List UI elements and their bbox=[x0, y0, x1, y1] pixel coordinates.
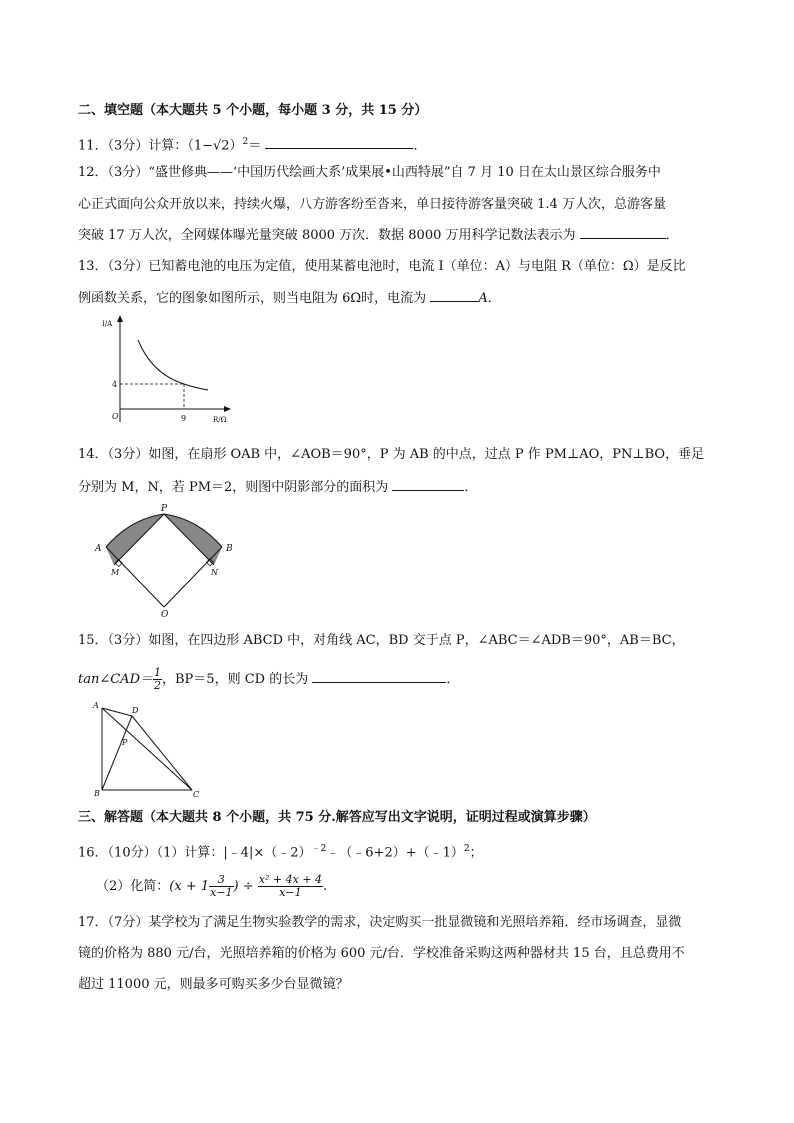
q16-f1-den: x−1 bbox=[210, 886, 233, 899]
q15-frac-num: 1 bbox=[154, 666, 161, 679]
question-15-line2 bbox=[78, 667, 459, 692]
diagonal-BD bbox=[102, 716, 132, 790]
q11-answer-blank[interactable] bbox=[265, 136, 413, 149]
question-17-line1: 17．（7分）某学校为了满足生物实验教学的需求，决定购买一批显微镜和光照培养箱．经市场调查，显微 bbox=[78, 915, 682, 930]
q11-equals: ＝ bbox=[248, 138, 262, 154]
q15-text: ，BP＝5，则 CD 的长为 bbox=[162, 672, 309, 687]
q13-text: 例函数关系，它的图象如图所示，则当电阻为 6Ω时，电流为 bbox=[78, 291, 427, 306]
question-14-line2 bbox=[78, 478, 477, 497]
section-heading-answer: 三、解答题（本大题共 8 个小题，共 75 分.解答应写出文字说明，证明过程或演算步骤） bbox=[78, 810, 596, 825]
q15-frac-den: 2 bbox=[154, 679, 161, 692]
q16-f2-num: x² + 4x + 4 bbox=[258, 873, 323, 886]
origin-label: O bbox=[112, 412, 119, 421]
q14-answer-blank[interactable] bbox=[392, 478, 464, 491]
q16-expr-close: ) ÷ bbox=[233, 879, 254, 894]
q11-text: 11．（3分）计算：（1−√2） bbox=[78, 138, 243, 154]
diagonal-AC bbox=[102, 708, 192, 790]
label-B: B bbox=[226, 544, 233, 554]
inverse-curve bbox=[138, 340, 208, 390]
q16-f1-num: 3 bbox=[209, 874, 233, 887]
question-15-line1: 15．（3分）如图，在四边形 ABCD 中，对角线 AC，BD 交于点 P，∠ABC＝∠ADB＝90°，AB＝BC， bbox=[78, 633, 685, 648]
q12-text: 突破 17 万人次，全网媒体曝光量突破 8000 万次．数据 8000 万用科学记数法表示为 bbox=[78, 228, 576, 243]
label-A: A bbox=[93, 701, 99, 710]
label-P: P bbox=[122, 738, 128, 747]
radius-OA bbox=[106, 547, 164, 607]
label-D: D bbox=[132, 706, 139, 715]
x-axis-arrow bbox=[224, 406, 231, 412]
q16-expr-open: (x + 1 bbox=[169, 879, 210, 894]
y-axis-arrow bbox=[117, 315, 123, 322]
q16-fraction-1 bbox=[209, 874, 233, 899]
question-12-line2: 心正式面向公众开放以来，持续火爆，八方游客纷至沓来，单日接待游客量突破 1.4 万人次，总游客量 bbox=[78, 197, 666, 212]
question-17-line2: 镜的价格为 880 元/台，光照培养箱的价格为 600 元/台．学校准备采购这两种器材共 15 台，且总费用不 bbox=[78, 946, 685, 961]
q15-tan: tan∠CAD＝ bbox=[78, 672, 153, 687]
y-tick-label: 4 bbox=[112, 380, 118, 389]
label-M: M bbox=[111, 568, 120, 577]
q13-end: ． bbox=[487, 291, 501, 306]
q14-text: 分别为 M，N，若 PM＝2，则图中阴影部分的面积为 bbox=[78, 480, 389, 495]
question-12-line1: 12．（3分）“盛世修典——‘中国历代绘画大系’成果展•山西特展”自 7 月 10 日在太山景区综合服务中 bbox=[78, 165, 661, 180]
x-tick-label: 9 bbox=[181, 414, 187, 423]
q12-end: ． bbox=[665, 228, 679, 243]
q13-graph bbox=[100, 312, 240, 432]
label-P: P bbox=[161, 504, 168, 514]
question-16-part1 bbox=[78, 840, 483, 862]
q13-answer-blank[interactable] bbox=[430, 289, 478, 302]
q11-end: ． bbox=[413, 138, 427, 154]
label-A: A bbox=[95, 544, 102, 554]
q16-part2-label: （2）化简： bbox=[96, 879, 170, 894]
label-B: B bbox=[94, 789, 100, 798]
y-axis-label: I/A bbox=[102, 320, 113, 328]
q14-end: ． bbox=[464, 480, 478, 495]
q15-quadrilateral-figure bbox=[92, 700, 202, 800]
shaded-left bbox=[106, 514, 164, 565]
shaded-right bbox=[164, 514, 222, 565]
side-DC bbox=[132, 716, 192, 790]
x-axis-label: R/Ω bbox=[213, 416, 227, 424]
label-O: O bbox=[161, 610, 169, 620]
question-16-part2 bbox=[96, 874, 327, 899]
q14-sector-figure bbox=[92, 504, 242, 620]
section-heading-fill-blank: 二、填空题（本大题共 5 个小题，每小题 3 分，共 15 分） bbox=[78, 103, 428, 118]
label-C: C bbox=[193, 790, 200, 799]
question-13-line2 bbox=[78, 289, 501, 308]
q12-answer-blank[interactable] bbox=[580, 226, 666, 239]
question-13-line1: 13．（3分）已知蓄电池的电压为定值，使用某蓄电池时，电流 I（单位：A）与电阻 R（单位：Ω）是反比 bbox=[78, 259, 686, 274]
q16-exp1: ﹣2 bbox=[311, 844, 327, 854]
radius-OB bbox=[164, 547, 222, 607]
q16-fraction-2 bbox=[258, 874, 323, 899]
question-11 bbox=[78, 133, 426, 155]
q15-fraction bbox=[153, 667, 162, 692]
q11-exponent: 2 bbox=[242, 137, 249, 147]
question-14-line1: 14．（3分）如图，在扇形 OAB 中，∠AOB＝90°，P 为 AB 的中点，过点 P 作 PM⊥AO，PN⊥BO，垂足 bbox=[78, 447, 705, 462]
question-17-line3: 超过 11000 元，则最多可购买多少台显微镜？ bbox=[78, 977, 349, 992]
label-N: N bbox=[211, 568, 218, 577]
q15-answer-blank[interactable] bbox=[312, 670, 446, 683]
question-12-line3 bbox=[78, 226, 679, 245]
q16-part1-end: ； bbox=[469, 845, 483, 861]
q16-part1-text: 16．（10分）（1）计算：|﹣4|×（﹣2） bbox=[78, 845, 312, 861]
q13-unit: A bbox=[478, 291, 488, 306]
q15-end: ． bbox=[446, 672, 460, 687]
q16-part2-end: . bbox=[323, 879, 328, 894]
q16-f2-den: x−1 bbox=[279, 886, 302, 899]
q16-exp2: 2 bbox=[463, 844, 470, 854]
q16-part1-mid: ﹣（﹣6+2）+（﹣1） bbox=[326, 845, 464, 861]
